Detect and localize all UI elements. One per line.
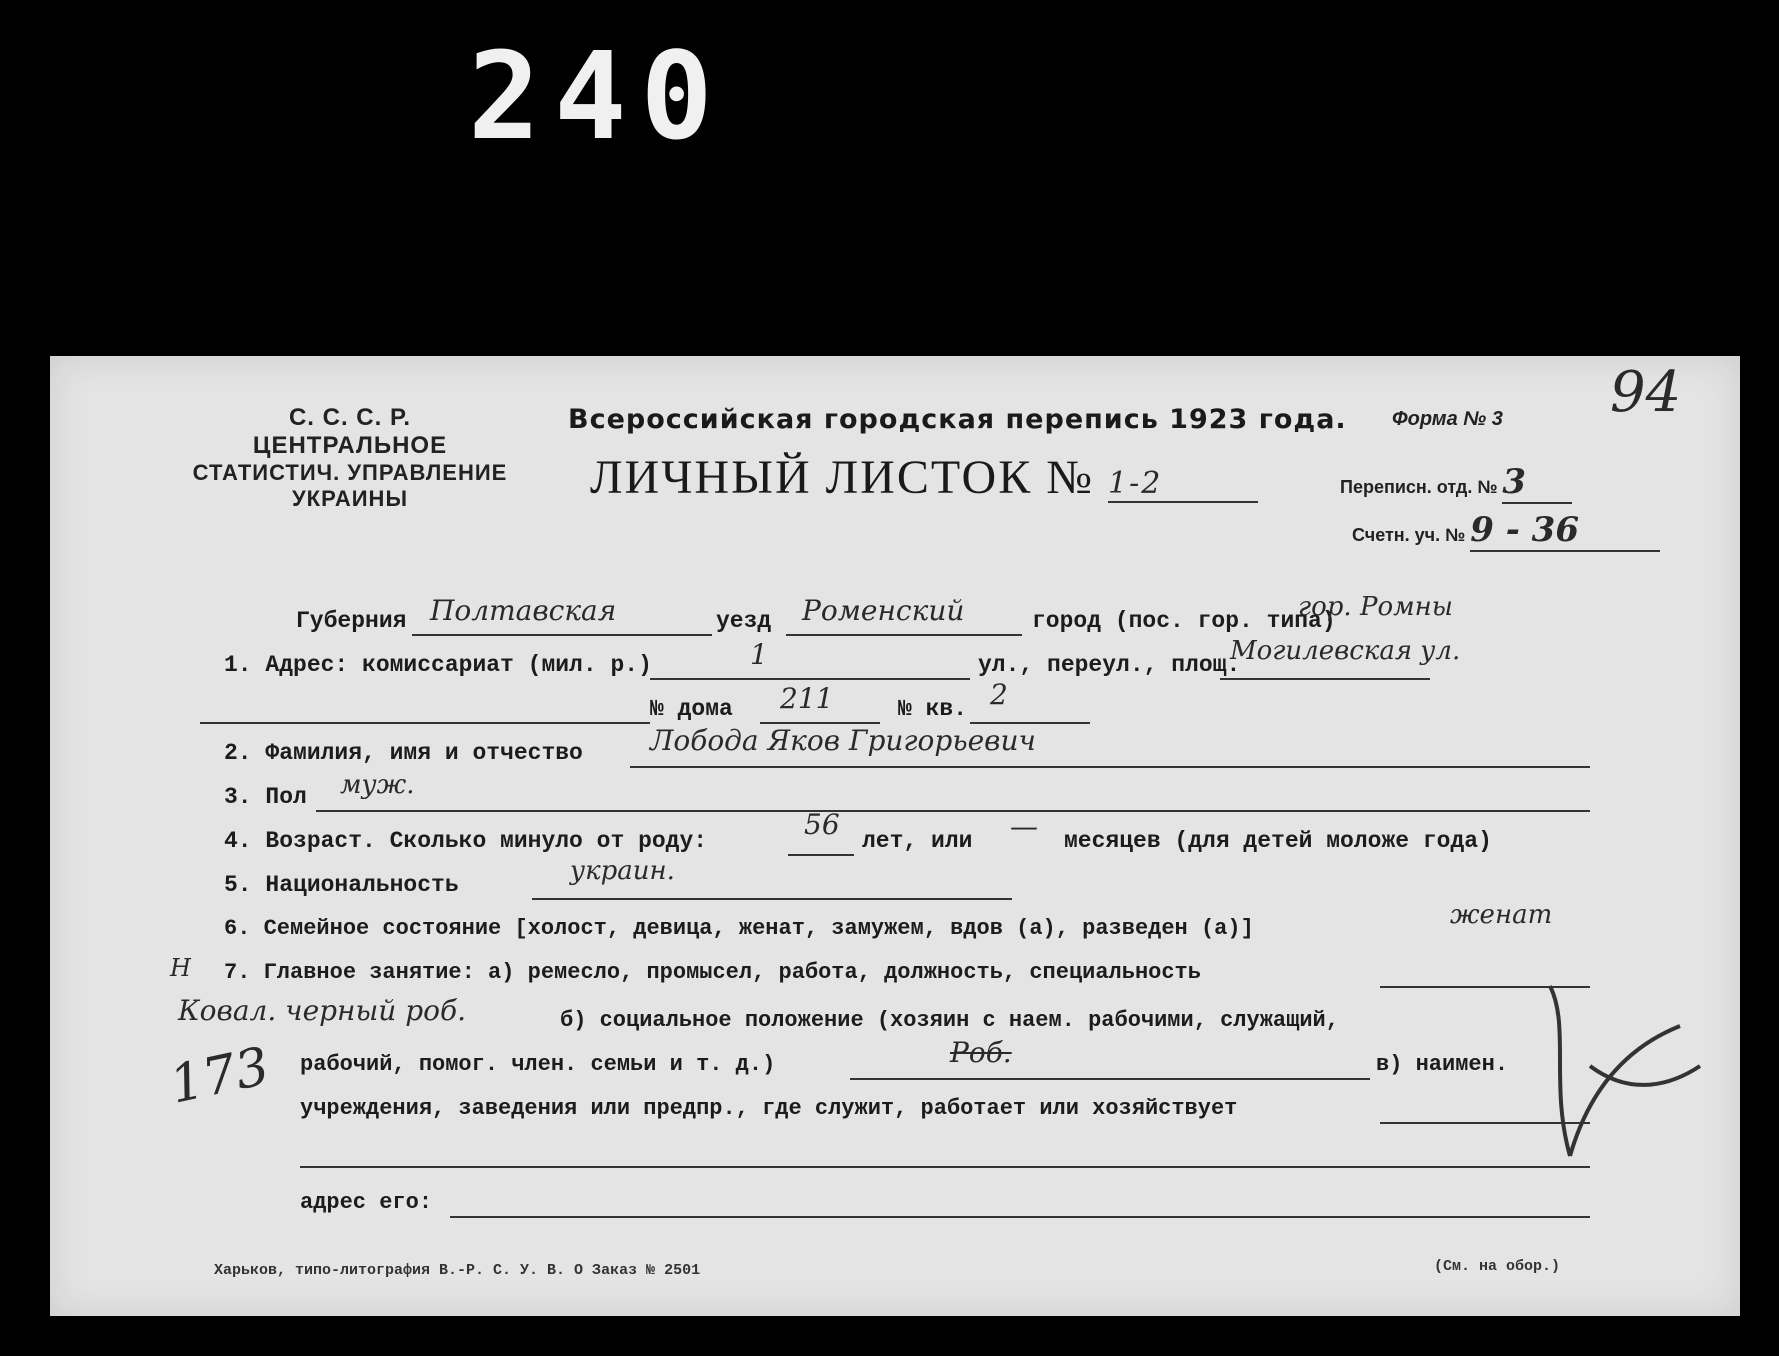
field-2-label: 2. Фамилия, имя и отчество [224,740,583,766]
schet-value: 9 - 36 [1470,510,1660,552]
field-1-value: 1 [750,638,768,671]
field-6-label: 6. Семейное состояние [холост, девица, женат, замужем, вдов (а), разведен (а)] [224,916,1254,941]
field-2-value: Лобода Яков Григорьевич [650,724,1036,757]
schet-label: Счетн. уч. № [1352,525,1466,545]
stamp [190,404,510,512]
field-1-line [650,678,970,680]
field-1-street-value: Могилевская ул. [1230,636,1461,666]
census-card [50,356,1740,1316]
kv-label: № кв. [898,696,968,722]
uezd-value: Роменский [802,594,965,627]
form-number: Форма № 3 [1392,408,1503,430]
field-7b-value: Роб. [950,1036,1012,1069]
check-mark-icon [1510,966,1710,1176]
perepis-label: Переписн. отд. № [1340,477,1498,497]
guberniya-label: Губерния [296,608,407,634]
field-7v-label: в) наимен. [1376,1052,1509,1077]
field-4-line [788,854,854,856]
margin-mark: Н [170,954,191,982]
gorod-value: гор. Ромны [1298,592,1453,622]
sheet-title [590,450,1258,505]
field-4-tail: месяцев (для детей моложе года) [1064,828,1492,854]
field-2-line [630,766,1590,768]
gorod-label: город (пос. гор. типа) [1032,608,1336,634]
stamp-line-4: УКРАИНЫ [292,486,408,511]
uezd-line [786,634,1022,636]
address-value-line [450,1216,1590,1218]
census-title: Всероссийская городская перепись 1923 года. [568,404,1347,435]
dom-label: № дома [650,696,733,722]
field-7-label: 7. Главное занятие: а) ремесло, промысел, работа, должность, специальность [224,960,1201,985]
stamp-line-1: С. С. С. Р. [288,404,412,431]
field-7b-label: б) социальное положение (хозяин с наем. рабочими, служащий, [560,1008,1339,1033]
stamp-line-2: ЦЕНТРАЛЬНОЕ [252,432,448,459]
address-line [200,722,650,724]
field-7-margin-note: Ковал. черный роб. [178,994,467,1027]
field-5-value: украин. [570,856,675,886]
field-1-label: 1. Адрес: комиссариат (мил. р.) [224,652,652,678]
see-back-note: (См. на обор.) [1434,1258,1561,1275]
frame-number: 240 [468,28,727,167]
perepis-value: 3 [1502,462,1572,504]
guberniya-value: Полтавская [430,594,617,627]
field-7b-cont: рабочий, помог. член. семьи и т. д.) [300,1052,776,1077]
perepis-dept [1340,462,1572,504]
field-4-label: 4. Возраст. Сколько минуло от роду: [224,828,708,854]
schet-uch [1352,510,1660,552]
field-6-value: женат [1450,900,1553,930]
printer-footer: Харьков, типо-литография В.-Р. С. У. В. О Заказ № 2501 [214,1262,701,1279]
margin-number: 173 [164,1036,275,1116]
sheet-title-text: ЛИЧНЫЙ ЛИСТОК № [590,451,1094,504]
guberniya-line [412,634,712,636]
field-3-line [316,810,1590,812]
uezd-label: уезд [716,608,772,634]
field-5-label: 5. Национальность [224,872,459,898]
field-7v-cont: учреждения, заведения или предпр., где служит, работает или хозяйствует [300,1096,1238,1121]
field-3-label: 3. Пол [224,784,307,810]
address-label: адрес его: [300,1190,433,1215]
field-4-value: 56 [804,808,840,841]
field-3-value: муж. [340,770,415,800]
kv-value: 2 [990,678,1008,711]
field-7b-line [850,1078,1370,1080]
field-1-street-label: ул., переул., площ. [978,652,1241,678]
field-1-street-line [1220,678,1430,680]
stamp-line-3: СТАТИСТИЧ. УПРАВЛЕНИЕ [192,460,508,485]
sheet-number-value: 1-2 [1108,466,1258,503]
sheet-number-handwritten: 94 [1610,360,1682,425]
field-5-line [532,898,1012,900]
field-4-mid: лет, или [862,828,973,854]
field-7v-line-2 [300,1166,1590,1168]
field-4-months: — [1010,810,1038,843]
dom-value: 211 [780,682,834,715]
